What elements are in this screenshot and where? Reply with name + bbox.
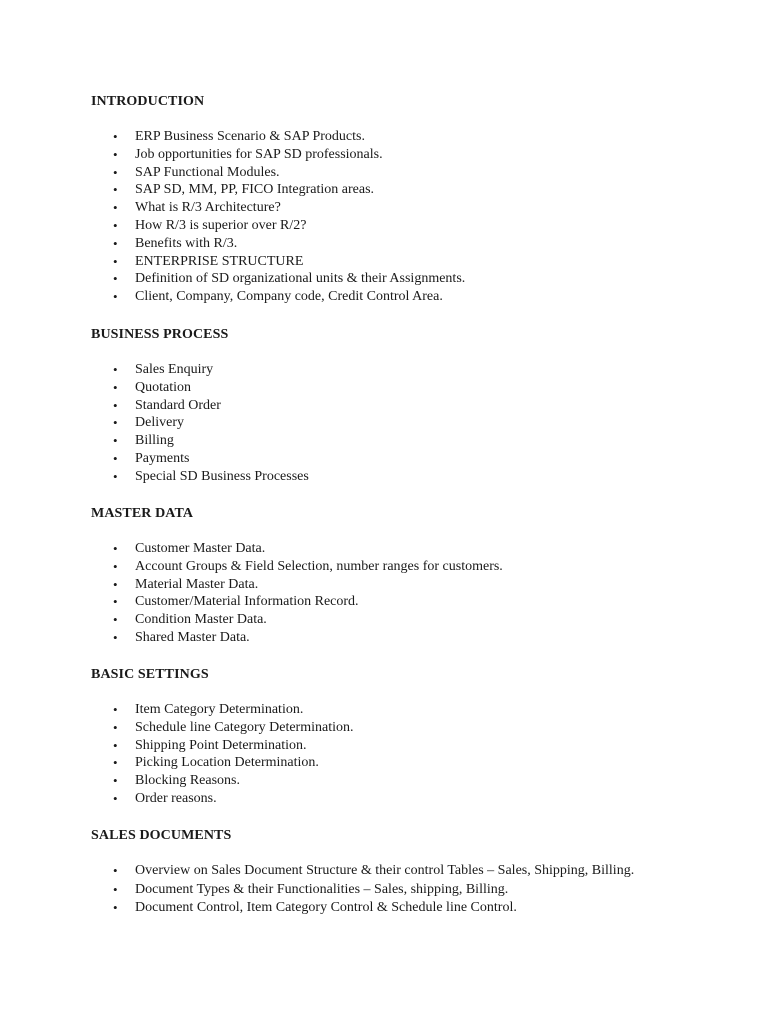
bullet-icon: •	[113, 200, 118, 216]
bullet-icon: •	[113, 541, 118, 556]
bullet-icon: •	[113, 719, 118, 735]
list-item-text: Benefits with R/3.	[135, 235, 238, 251]
section-heading-business-process: BUSINESS PROCESS	[91, 327, 229, 342]
section-heading-master-data: MASTER DATA	[91, 506, 194, 521]
list-item-text: Shared Master Data.	[135, 629, 250, 645]
list-item-text: Material Master Data.	[135, 576, 259, 592]
list-item-text: Shipping Point Determination.	[135, 737, 307, 753]
list-item-text: Account Groups & Field Selection, number ranges for customers.	[135, 558, 503, 574]
bullet-icon: •	[113, 235, 118, 251]
list-item-text: Client, Company, Company code, Credit Control Area.	[135, 289, 443, 305]
list-item-text: ENTERPRISE STRUCTURE	[135, 253, 304, 269]
bullet-icon: •	[113, 900, 118, 915]
list-item-text: Payments	[135, 450, 190, 466]
bullet-icon: •	[113, 790, 118, 806]
bullet-icon: •	[113, 433, 118, 449]
bullet-icon: •	[113, 289, 118, 305]
section-heading-introduction: INTRODUCTION	[91, 94, 205, 109]
bullet-icon: •	[113, 612, 118, 628]
bullet-icon: •	[113, 863, 118, 878]
bullet-icon: •	[113, 217, 118, 233]
bullet-icon: •	[113, 271, 118, 287]
list-item-text: Customer Master Data.	[135, 541, 266, 556]
bullet-icon: •	[113, 468, 118, 484]
list-item-text: Order reasons.	[135, 790, 217, 806]
list-item-text: Special SD Business Processes	[135, 468, 309, 484]
list-item-text: ERP Business Scenario & SAP Products.	[135, 129, 365, 144]
section-heading-sales-documents: SALES DOCUMENTS	[91, 828, 232, 843]
bullet-icon: •	[113, 881, 118, 897]
bullet-icon: •	[113, 773, 118, 789]
list-item-text: Overview on Sales Document Structure & their control Tables – Sales, Shipping, Billing.	[135, 863, 635, 878]
bullet-icon: •	[113, 755, 118, 771]
bullet-icon: •	[113, 129, 118, 144]
bullet-icon: •	[113, 629, 118, 645]
bullet-icon: •	[113, 182, 118, 198]
list-item-text: Document Types & their Functionalities – Sales, shipping, Billing.	[135, 881, 509, 897]
bullet-icon: •	[113, 737, 118, 753]
bullet-icon: •	[113, 146, 118, 162]
list-item-text: Blocking Reasons.	[135, 773, 240, 789]
list-item-text: Item Category Determination.	[135, 702, 304, 717]
bullet-icon: •	[113, 594, 118, 610]
bullet-icon: •	[113, 362, 118, 377]
list-item-text: Standard Order	[135, 397, 221, 413]
bullet-icon: •	[113, 450, 118, 466]
section-heading-basic-settings: BASIC SETTINGS	[91, 667, 209, 682]
list-item-text: Billing	[135, 433, 174, 449]
list-item-text: Definition of SD organizational units & their Assignments.	[135, 271, 466, 287]
bullet-icon: •	[113, 702, 118, 717]
list-item-text: Schedule line Category Determination.	[135, 719, 354, 735]
list-item-text: Job opportunities for SAP SD professionals.	[135, 146, 383, 162]
bullet-icon: •	[113, 415, 118, 431]
bullet-icon: •	[113, 576, 118, 592]
bullet-icon: •	[113, 397, 118, 413]
list-item-text: Sales Enquiry	[135, 362, 214, 377]
list-item-text: Customer/Material Information Record.	[135, 594, 359, 610]
list-item-text: Condition Master Data.	[135, 612, 267, 628]
list-item-text: Picking Location Determination.	[135, 755, 319, 771]
list-item-text: Quotation	[135, 379, 191, 395]
list-item-text: Delivery	[135, 415, 184, 431]
bullet-icon: •	[113, 379, 118, 395]
bullet-icon: •	[113, 558, 118, 574]
bullet-icon: •	[113, 253, 118, 269]
list-item-text: How R/3 is superior over R/2?	[135, 217, 307, 233]
bullet-icon: •	[113, 164, 118, 180]
list-item-text: Document Control, Item Category Control & Schedule line Control.	[135, 900, 517, 915]
list-item-text: What is R/3 Architecture?	[135, 200, 281, 216]
list-item-text: SAP Functional Modules.	[135, 164, 280, 180]
list-item-text: SAP SD, MM, PP, FICO Integration areas.	[135, 182, 375, 198]
